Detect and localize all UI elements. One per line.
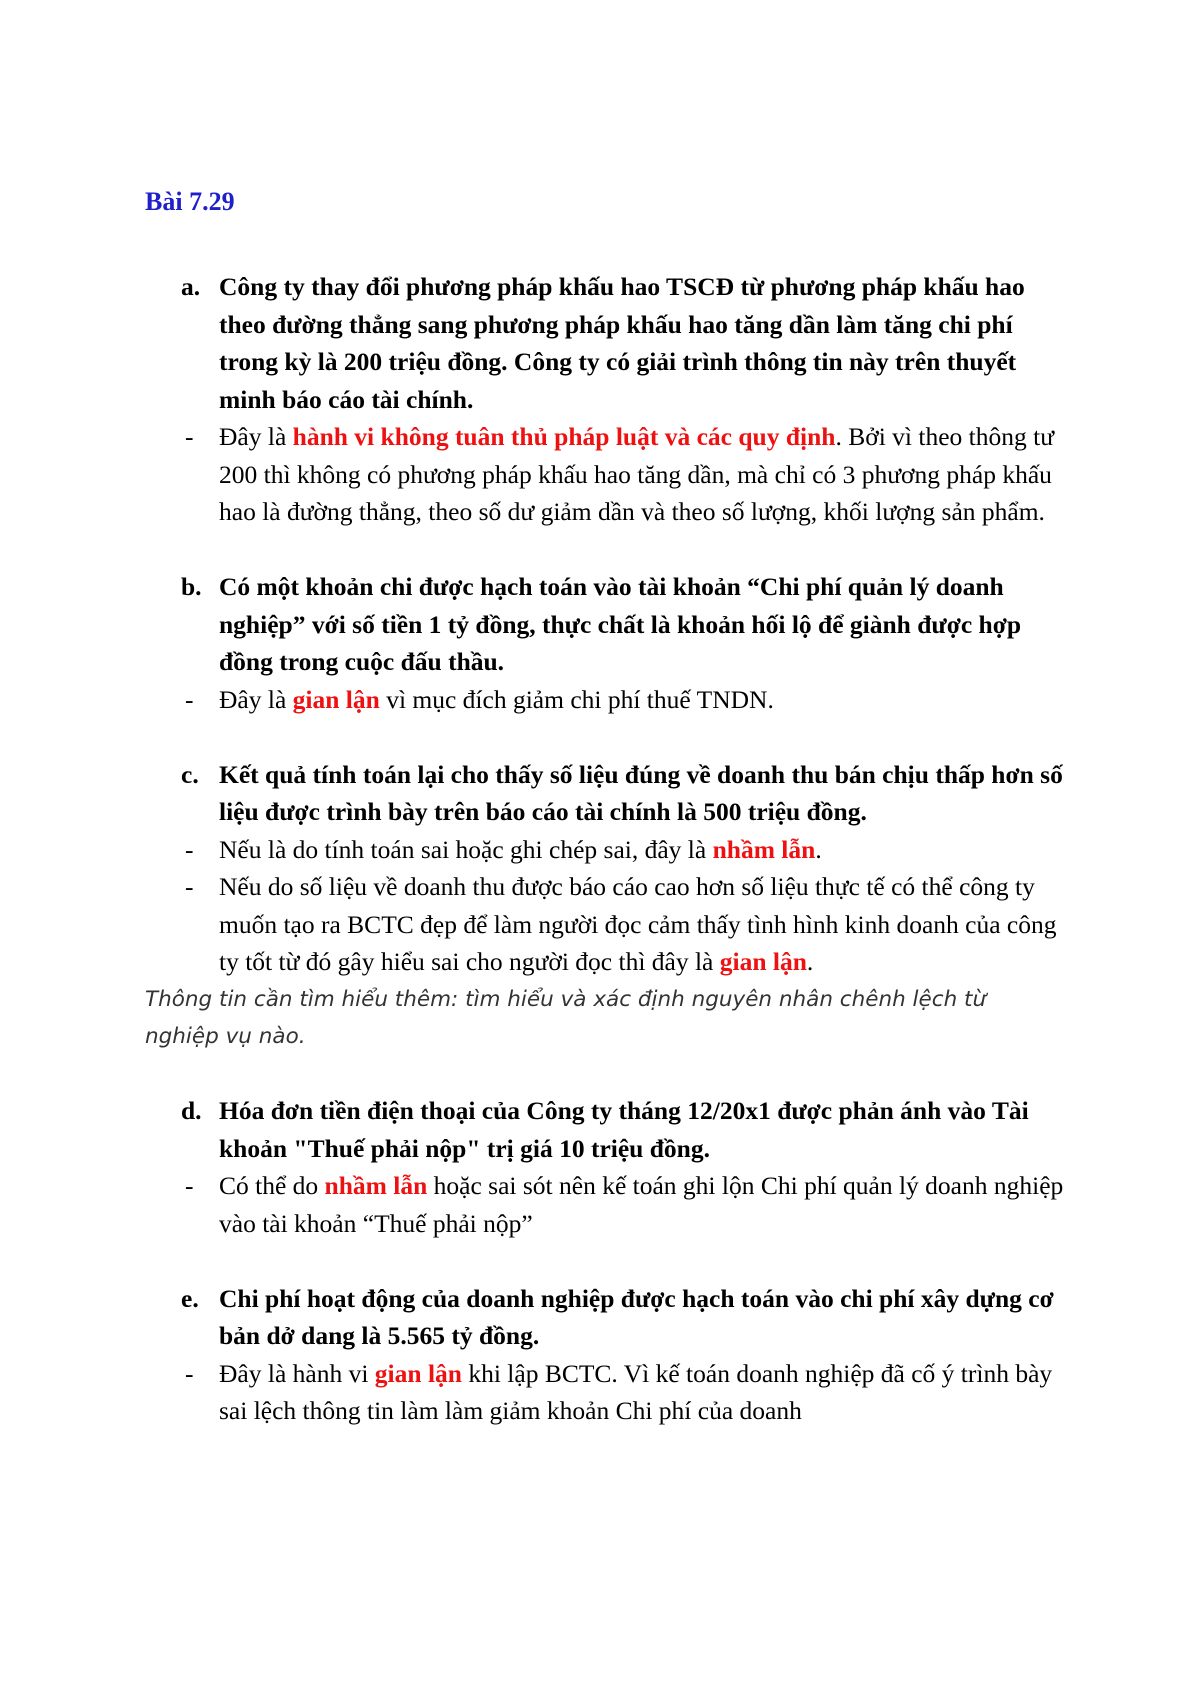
spacer: [145, 718, 1065, 756]
note-c: Thông tin cần tìm hiểu thêm: tìm hiểu và xác định nguyên nhân chênh lệch từ nghiệp vụ nào.: [145, 986, 987, 1049]
answer-b-1-highlight: gian lận: [292, 684, 380, 714]
question-e-label: e.: [181, 1283, 199, 1313]
question-c: [145, 756, 1065, 831]
bullet-dash: -: [185, 834, 194, 864]
answer-b-1: [145, 681, 1065, 719]
answer-c-1-pre: Nếu là do tính toán sai hoặc ghi chép sai, đây là: [219, 834, 713, 864]
question-e: [145, 1280, 1065, 1355]
question-e-text: Chi phí hoạt động của doanh nghiệp được hạch toán vào chi phí xây dựng cơ bản dở dang là 5.565 tỷ đồng.: [219, 1283, 1054, 1350]
answer-c-1-highlight: nhầm lẫn: [712, 834, 816, 864]
answer-e-1-highlight: gian lận: [374, 1358, 462, 1388]
answer-e-1-pre: Đây là hành vi: [219, 1358, 375, 1388]
bullet-dash: -: [185, 1171, 194, 1200]
question-b: [145, 568, 1065, 681]
bullet-dash: -: [185, 872, 194, 901]
question-b-text: Có một khoản chi được hạch toán vào tài khoản “Chi phí quản lý doanh nghiệp” với số tiền 1 tỷ đồng, thực chất là khoản hối lộ để giành được hợp đồng trong cuộc đấu thầu.: [219, 572, 1022, 676]
answer-d-1: [145, 1167, 1065, 1242]
question-a-text: Công ty thay đổi phương pháp khấu hao TSCĐ từ phương pháp khấu hao theo đường thẳng sang phương pháp khấu hao tăng dần làm tăng chi phí trong kỳ là 200 triệu đồng. Công ty có giải trình thông tin này trên thuyết minh báo cáo tài chính.: [219, 272, 1025, 414]
spacer: [145, 1242, 1065, 1280]
spacer: [145, 1055, 1065, 1093]
bullet-dash: -: [185, 422, 194, 451]
answer-a-1: [145, 418, 1065, 531]
answer-b-1-pre: Đây là: [219, 684, 293, 714]
question-d-text: Hóa đơn tiền điện thoại của Công ty tháng 12/20x1 được phản ánh vào Tài khoản "Thuế phải nộp" trị giá 10 triệu đồng.: [219, 1096, 1029, 1163]
answer-c-2-post: .: [806, 947, 814, 976]
answer-c-1-post: .: [815, 834, 822, 864]
answer-c-2: [145, 868, 1065, 981]
answer-d-1-pre: Có thể do: [219, 1171, 325, 1200]
question-a: [145, 268, 1065, 418]
answer-a-1-post: . Bởi vì theo thông tư 200 thì không có phương pháp khấu hao tăng dần, mà chỉ có 3 phương pháp khấu hao là đường thẳng, theo số dư giảm dần và theo số lượng, khối lượng sản phẩm.: [219, 422, 1055, 526]
answer-e-1-post: khi lập BCTC. Vì kế toán doanh nghiệp đã cố ý trình bày sai lệch thông tin làm làm giảm khoản Chi phí của doanh: [219, 1358, 1053, 1425]
question-c-text: Kết quả tính toán lại cho thấy số liệu đúng về doanh thu bán chịu thấp hơn số liệu được trình bày trên báo cáo tài chính là 500 triệu đồng.: [219, 759, 1063, 826]
question-d-label: d.: [181, 1096, 202, 1125]
question-d: [145, 1092, 1065, 1167]
bullet-dash: -: [185, 1358, 194, 1388]
answer-c-2-highlight: gian lận: [719, 947, 807, 976]
exercise-title: Bài 7.29: [145, 187, 235, 216]
question-b-label: b.: [181, 572, 202, 601]
bullet-dash: -: [185, 684, 194, 714]
question-a-label: a.: [181, 272, 201, 301]
spacer: [145, 531, 1065, 569]
document-body: [145, 268, 1065, 1430]
answer-d-1-highlight: nhầm lẫn: [324, 1171, 428, 1200]
answer-c-1: [145, 831, 1065, 869]
answer-d-1-post: hoặc sai sót nên kế toán ghi lộn Chi phí quản lý doanh nghiệp vào tài khoản “Thuế phải nộp”: [219, 1171, 1064, 1238]
answer-a-1-highlight: hành vi không tuân thủ pháp luật và các quy định: [292, 422, 836, 451]
answer-a-1-pre: Đây là: [219, 422, 293, 451]
answer-e-1: [145, 1355, 1065, 1430]
answer-b-1-post: vì mục đích giảm chi phí thuế TNDN.: [379, 684, 774, 714]
answer-c-2-pre: Nếu do số liệu về doanh thu được báo cáo cao hơn số liệu thực tế có thể công ty muốn tạo ra BCTC đẹp để làm người đọc cảm thấy tình hình kinh doanh của công ty tốt từ đó gây hiểu sai cho người đọc thì đây là: [219, 872, 1057, 976]
question-c-label: c.: [181, 759, 199, 789]
